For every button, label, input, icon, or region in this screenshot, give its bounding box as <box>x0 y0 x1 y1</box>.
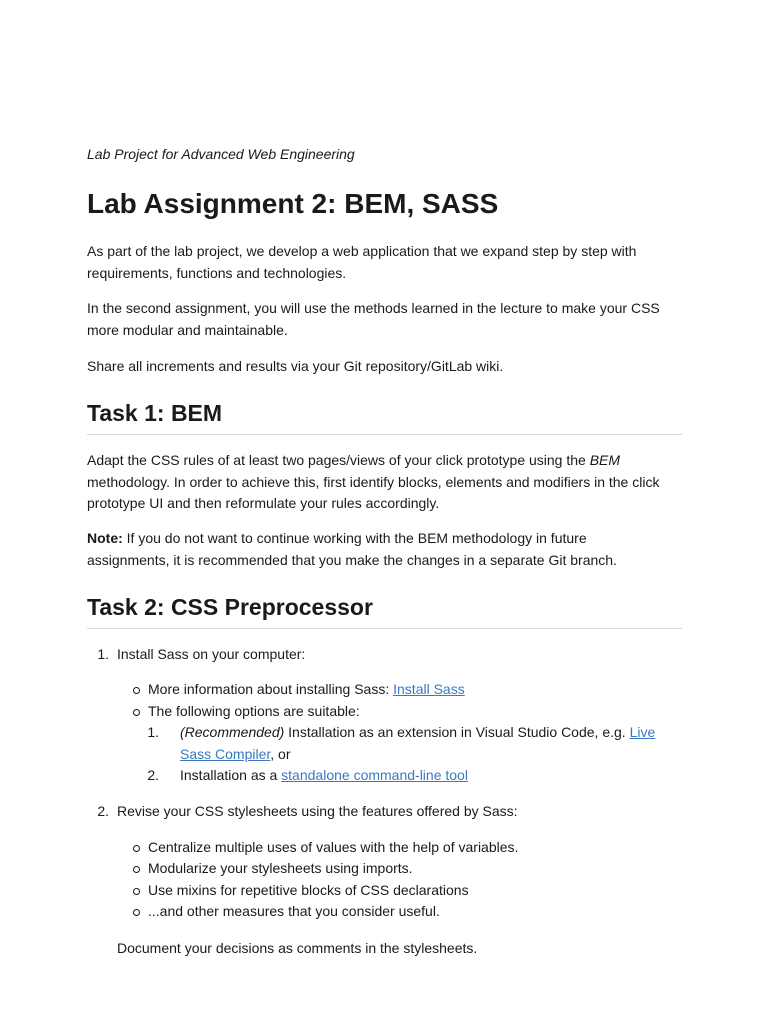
task1-note: Note: If you do not want to continue working with the BEM methodology in future assignments, it is recommended that you make the changes in a separate Git branch. <box>87 530 617 568</box>
intro-paragraph-3: Share all increments and results via your Git repository/GitLab wiki. <box>87 358 504 374</box>
task2-heading: Task 2: CSS Preprocessor <box>87 592 682 629</box>
page-title: Lab Assignment 2: BEM, SASS <box>87 188 499 219</box>
list-item-footer: Document your decisions as comments in the stylesheets. <box>117 940 478 956</box>
task1-paragraph: Adapt the CSS rules of at least two pages/views of your click prototype using the BEM methodology. In order to achieve this, first identify blocks, elements and modifiers in the click prototype UI and then reformulate your rules accordingly. <box>87 452 660 511</box>
bullet-icon <box>133 709 140 716</box>
install-sass-link[interactable]: Install Sass <box>393 681 465 697</box>
bullet-icon <box>133 866 140 873</box>
bullet-icon <box>133 909 140 916</box>
standalone-cli-link[interactable]: standalone command-line tool <box>281 767 468 783</box>
note-label: Note: <box>87 530 123 546</box>
live-sass-compiler-link-cont[interactable]: Sass Compiler <box>180 746 271 762</box>
bullet-icon <box>133 888 140 895</box>
intro-paragraph-1: As part of the lab project, we develop a web application that we expand step by step with requirements, functions and technologies. <box>87 243 637 281</box>
course-subtitle: Lab Project for Advanced Web Engineering <box>87 146 355 162</box>
live-sass-compiler-link[interactable]: Live <box>629 724 656 740</box>
intro-paragraph-2: In the second assignment, you will use the methods learned in the lecture to make your CSS more modular and maintainable. <box>87 300 660 338</box>
task1-heading: Task 1: BEM <box>87 398 682 435</box>
bullet-icon <box>133 845 140 852</box>
bullet-icon <box>133 687 140 694</box>
